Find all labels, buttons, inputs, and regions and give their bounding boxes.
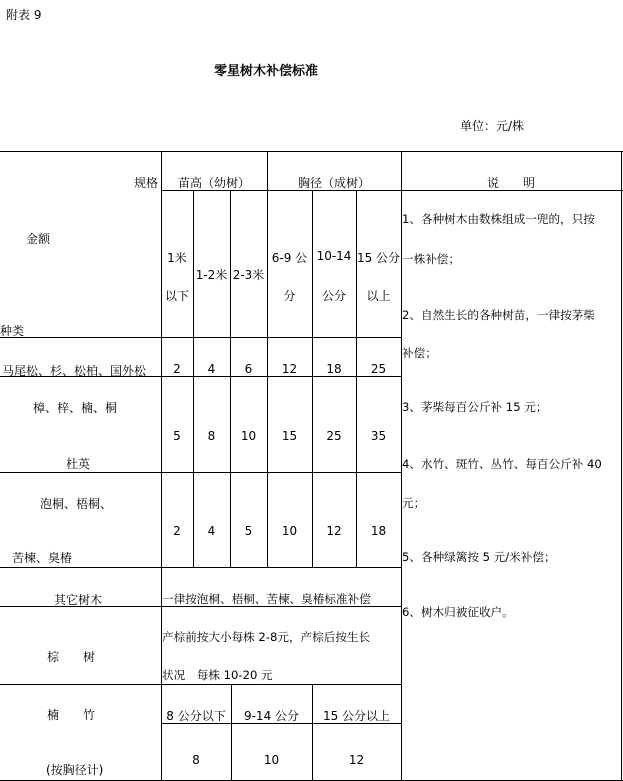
note-line: 一株补偿； [402,252,460,266]
table-cell: 18 [326,362,342,376]
table-cell: 12 [348,753,365,767]
corner-spec-label: 规格 [134,176,159,190]
page-title: 零星树木补偿标准 [214,64,319,79]
sub-header-2-3m: 2-3米 [232,268,265,282]
row-label-camphor-line2: 杜英 [66,457,91,471]
row-label-bamboo-note: (按胸径计) [46,763,104,777]
table-cell: 10 [281,524,298,538]
table-cell: 12 [326,524,342,538]
row-label-pine: 马尾松、杉、松柏、国外松 [2,364,147,378]
sub-header-6-9cm-line2: 分 [283,289,296,303]
table-cell: 4 [207,524,216,538]
table-cell: 15 [281,429,298,443]
table-cell: 8 [207,429,216,443]
row-label-bamboo: 楠 竹 [47,708,96,722]
note-line: 4、水竹、斑竹、丛竹、每百公斤补 40 [402,457,602,471]
note-line: 1、各种树木由数株组成一兜的，只按 [402,212,595,226]
bamboo-head-15cm-plus: 15 公分以上 [322,709,391,723]
palm-rule: 产棕前按大小每株 2-8元，产棕后按生长 [162,630,371,644]
table-cell: 10 [240,429,257,443]
table-cell: 2 [173,362,181,376]
table-cell: 18 [370,524,387,538]
note-line: 元； [402,496,426,510]
notes-header: 说 明 [486,176,535,190]
table-cell: 5 [244,524,253,538]
sub-header-15cm-plus-line2: 以上 [366,289,391,303]
unit-label: 单位：元/株 [460,119,525,133]
sub-header-10-14cm-line2: 公分 [321,289,346,303]
sub-header-10-14cm: 10-14 [316,249,352,263]
table-cell: 5 [173,429,181,443]
note-line: 3、茅柴每百公斤补 15 元； [402,400,548,414]
note-line: 5、各种绿篱按 5 元/米补偿； [402,550,556,564]
table-cell: 25 [370,362,387,376]
seedling-height-header: 苗高（幼树） [177,176,250,190]
table-cell: 2 [173,524,181,538]
row-label-other-trees: 其它树木 [54,593,103,607]
note-line: 6、树木归被征收户。 [402,605,514,619]
table-cell: 25 [326,429,342,443]
table-cell: 35 [370,429,387,443]
table-cell: 12 [281,362,298,376]
sub-header-under-1m: 1米 [167,251,187,265]
table-cell: 8 [192,753,200,767]
bamboo-head-under-8cm: 8 公分以下 [166,709,226,723]
row-label-paulownia: 泡桐、梧桐、 [40,497,113,511]
row-label-camphor: 樟、梓、楠、桐 [33,401,118,415]
sub-header-under-1m-line2: 以下 [164,289,189,303]
table-cell: 6 [244,362,253,376]
sub-header-6-9cm: 6-9 公 [271,251,308,265]
note-line: 2、自然生长的各种树苗，一律按茅柴 [402,308,595,322]
row-label-paulownia-line2: 苦楝、臭椿 [12,551,73,565]
appendix-label: 附表 9 [6,8,42,22]
sub-header-1-2m: 1-2米 [195,268,228,282]
table-cell: 10 [263,753,280,767]
other-trees-rule: 一律按泡桐、梧桐、苦楝、臭椿标准补偿 [162,592,371,606]
note-line: 补偿； [402,346,437,360]
corner-amount-label: 金额 [26,232,51,246]
sub-header-15cm-plus: 15 公分 [356,251,401,265]
trunk-diameter-header: 胸径（成树） [297,176,370,190]
palm-rule-line2: 状况 每株 10-20 元 [162,668,273,682]
row-label-palm: 棕 树 [47,650,96,664]
bamboo-head-9-14cm: 9-14 公分 [243,709,300,723]
corner-species-label: 种类 [0,324,25,338]
table-cell: 4 [207,362,216,376]
